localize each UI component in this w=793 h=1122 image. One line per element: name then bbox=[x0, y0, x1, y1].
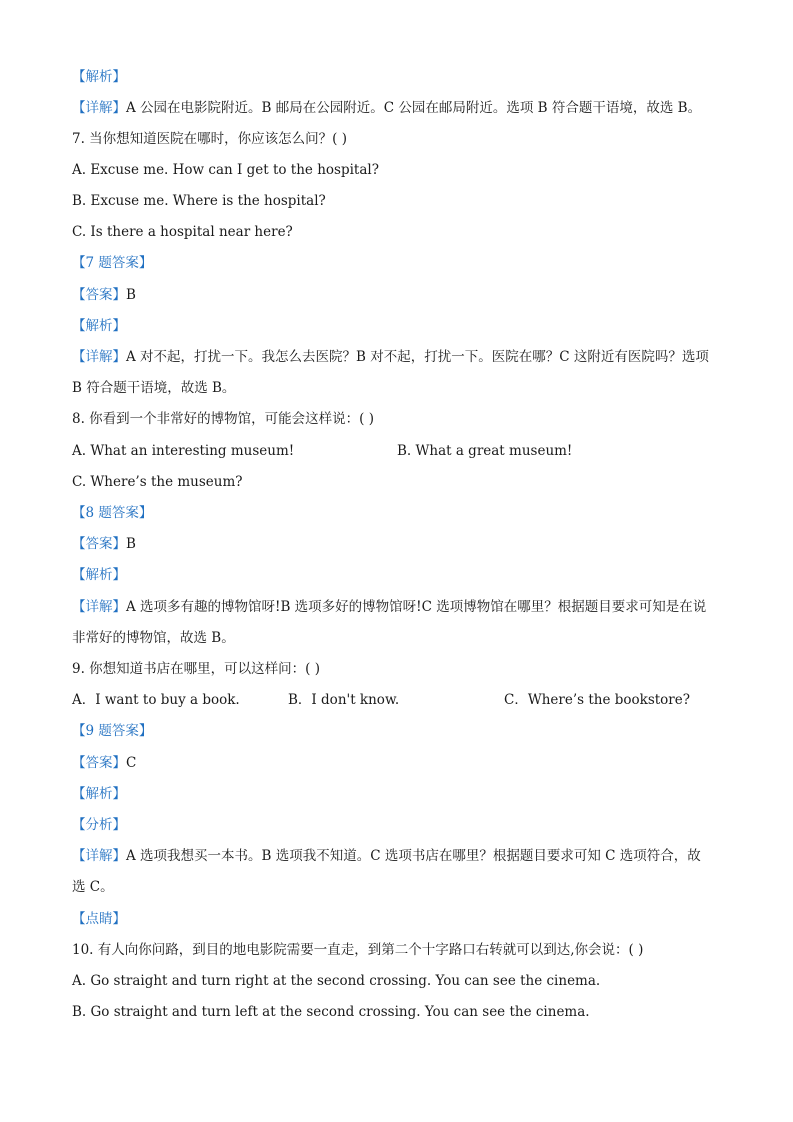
option-b bbox=[72, 1003, 727, 1021]
analysis-heading bbox=[72, 785, 727, 803]
section-tag: 【7 题答案】 bbox=[72, 255, 153, 271]
section-tag: 【答案】 bbox=[72, 536, 126, 552]
answer-heading bbox=[72, 722, 727, 740]
section-tag: 【解析】 bbox=[72, 318, 126, 334]
analysis-heading bbox=[72, 317, 727, 335]
section-tag: 【详解】 bbox=[72, 100, 126, 116]
option-c bbox=[72, 473, 727, 491]
analysis-heading bbox=[72, 566, 727, 584]
explanation-text: B 符合题干语境，故选 B。 bbox=[72, 380, 236, 396]
section-tag: 【答案】 bbox=[72, 287, 126, 303]
option-text: A. Excuse me. How can I get to the hospital? bbox=[72, 162, 379, 178]
option-a bbox=[72, 161, 727, 179]
option-c bbox=[72, 223, 727, 241]
option-c: C．Where’s the bookstore? bbox=[504, 692, 690, 708]
explanation-line bbox=[72, 99, 727, 117]
option-text: A. Go straight and turn right at the second crossing. You can see the cinema. bbox=[72, 973, 601, 989]
section-tag: 【解析】 bbox=[72, 567, 126, 583]
question-text: 10. 有人向你问路，到目的地电影院需要一直走，到第二个十字路口右转就可以到达,你会说：( ) bbox=[72, 942, 644, 958]
explanation-text: 非常好的博物馆，故选 B。 bbox=[72, 630, 235, 646]
question-7 bbox=[72, 130, 727, 148]
section-tag: 【9 题答案】 bbox=[72, 723, 153, 739]
explanation-text: A 选项多有趣的博物馆呀!B 选项多好的博物馆呀!C 选项博物馆在哪里？根据题目要求可知是在说 bbox=[126, 599, 707, 615]
question-text: 9. 你想知道书店在哪里，可以这样问：( ) bbox=[72, 661, 320, 677]
answer-heading bbox=[72, 254, 727, 272]
section-tag: 【解析】 bbox=[72, 69, 126, 85]
explanation-line bbox=[72, 598, 727, 616]
option-text: B. Go straight and turn left at the second crossing. You can see the cinema. bbox=[72, 1004, 590, 1020]
question-8 bbox=[72, 410, 727, 428]
explanation-continued bbox=[72, 629, 727, 647]
question-10 bbox=[72, 941, 727, 959]
answer-value: B bbox=[126, 536, 136, 552]
option-text: C. Is there a hospital near here? bbox=[72, 224, 293, 240]
explanation-line bbox=[72, 847, 727, 865]
section-tag: 【8 题答案】 bbox=[72, 505, 153, 521]
explanation-continued bbox=[72, 878, 727, 896]
answer-value: B bbox=[126, 287, 136, 303]
option-text: B. Excuse me. Where is the hospital? bbox=[72, 193, 326, 209]
section-tag: 【详解】 bbox=[72, 349, 126, 365]
section-tag: 【解析】 bbox=[72, 786, 126, 802]
option-b bbox=[72, 192, 727, 210]
option-a: A. What an interesting museum! bbox=[72, 443, 295, 459]
section-tag: 【答案】 bbox=[72, 755, 126, 771]
question-text: 8. 你看到一个非常好的博物馆，可能会这样说：( ) bbox=[72, 411, 374, 427]
option-a: A．I want to buy a book. bbox=[72, 692, 240, 708]
answer-value: C bbox=[126, 755, 137, 771]
question-text: 7. 当你想知道医院在哪时，你应该怎么问？( ) bbox=[72, 131, 347, 147]
explanation-line bbox=[72, 348, 727, 366]
answer-heading bbox=[72, 504, 727, 522]
analysis-heading bbox=[72, 68, 727, 86]
option-a bbox=[72, 972, 727, 990]
explanation-text: A 公园在电影院附近。B 邮局在公园附近。C 公园在邮局附近。选项 B 符合题干语境，故选 B。 bbox=[126, 100, 702, 116]
comment-heading bbox=[72, 910, 727, 928]
answer-line bbox=[72, 754, 727, 772]
option-b: B. What a great museum! bbox=[397, 443, 573, 459]
answer-line bbox=[72, 535, 727, 553]
option-text: C. Where’s the museum? bbox=[72, 474, 243, 490]
explanation-text: 选 C。 bbox=[72, 879, 114, 895]
section-tag: 【详解】 bbox=[72, 599, 126, 615]
section-tag: 【分析】 bbox=[72, 817, 126, 833]
option-b: B．I don't know. bbox=[288, 692, 400, 708]
question-9 bbox=[72, 660, 727, 678]
explanation-continued bbox=[72, 379, 727, 397]
section-tag: 【点睛】 bbox=[72, 911, 126, 927]
breakdown-heading bbox=[72, 816, 727, 834]
section-tag: 【详解】 bbox=[72, 848, 126, 864]
explanation-text: A 对不起，打扰一下。我怎么去医院？B 对不起，打扰一下。医院在哪？C 这附近有医院吗？选项 bbox=[126, 349, 709, 365]
answer-line bbox=[72, 286, 727, 304]
explanation-text: A 选项我想买一本书。B 选项我不知道。C 选项书店在哪里？根据题目要求可知 C 选项符合，故 bbox=[126, 848, 701, 864]
